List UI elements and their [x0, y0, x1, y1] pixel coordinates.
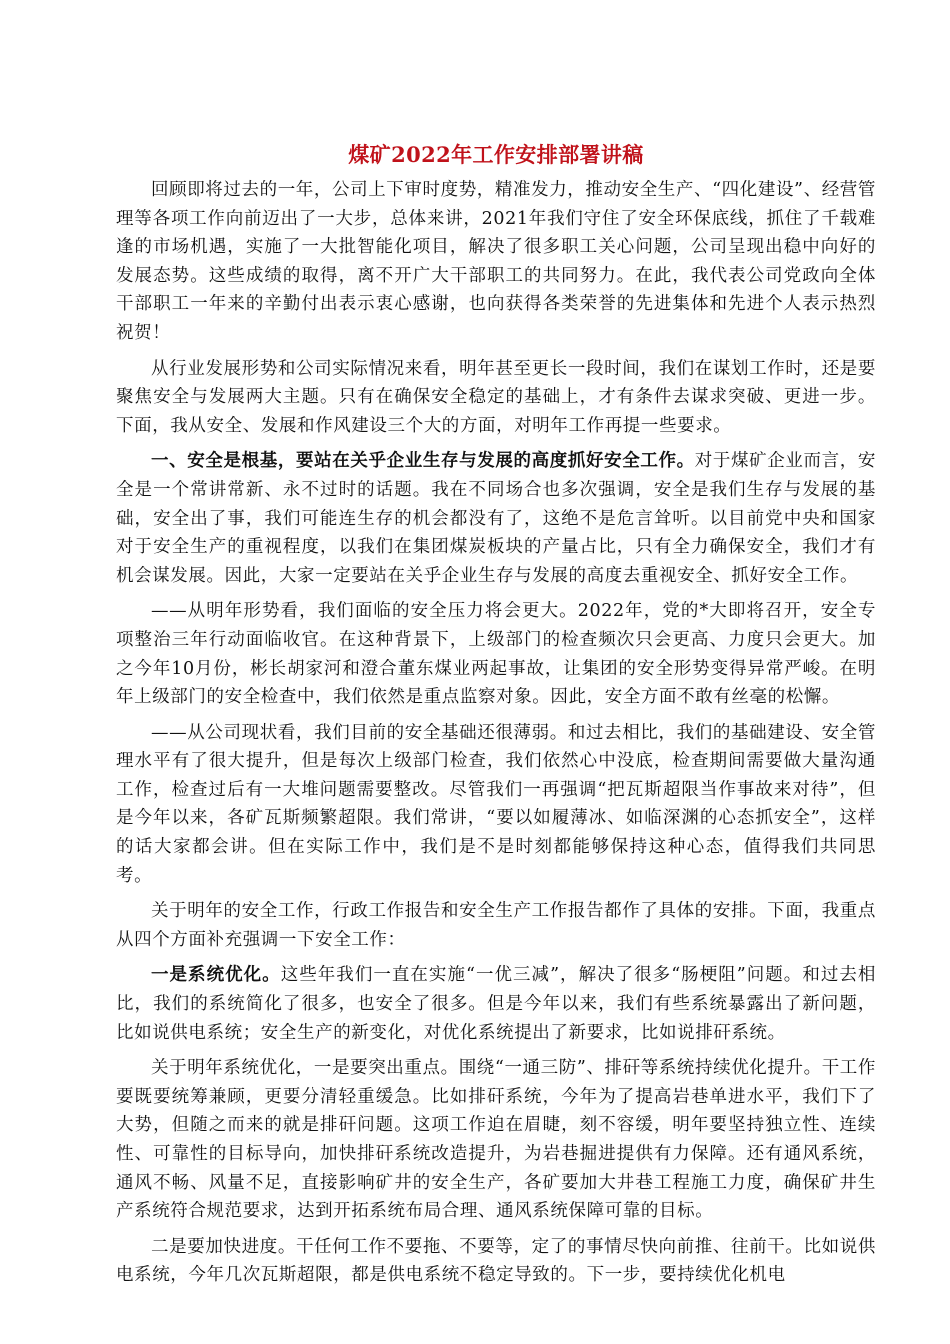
- paragraph-text: ——从公司现状看，我们目前的安全基础还很薄弱。和过去相比，我们的基础建设、安全管理水平有了很大提升，但是每次上级部门检查，我们依然心中没底，检查期间需要做大量沟通工作，检查过后有一大堆问题需要整改。尽管我们一再强调“把瓦斯超限当作事故来对待”，但是今年以来，各矿瓦斯频繁超限。我们常讲，“要以如履薄冰、如临深渊的心态抓安全”，这样的话大家都会讲。但在实际工作中，我们是不是时刻都能够保持这种心态，值得我们共同思考。: [116, 722, 876, 886]
- paragraph-focus: [116, 1054, 876, 1226]
- paragraph-text: 关于明年的安全工作，行政工作报告和安全生产工作报告都作了具体的安排。下面，我重点从四个方面补充强调一下安全工作：: [116, 901, 876, 950]
- paragraph-text: ——从明年形势看，我们面临的安全压力将会更大。2022年，党的*大即将召开，安全专项整治三年行动面临收官。在这种背景下，上级部门的检查频次只会更高、力度只会更大。加之今年10月份，彬长胡家河和澄合董东煤业两起事故，让集团的安全形势变得异常严峻。在明年上级部门的安全检查中，我们依然是重点监察对象。因此，安全方面不敢有丝毫的松懈。: [116, 601, 876, 708]
- paragraph-section-safety: [116, 447, 876, 590]
- paragraph-system-optimization: [116, 961, 876, 1047]
- paragraph-review: [116, 176, 876, 348]
- paragraph-outlook: [116, 355, 876, 441]
- paragraph-text: 这些年我们一直在实施“一优三减”，解决了很多“肠梗阻”问题。和过去相比，我们的系统简化了很多，也安全了很多。但是今年以来，我们有些系统暴露出了新问题，比如说供电系统；安全生产的新变化，对优化系统提出了新要求，比如说排矸系统。: [116, 965, 877, 1043]
- paragraph-text: 二是要加快进度。干任何工作不要拖、不要等，定了的事情尽快向前推、往前干。比如说供电系统，今年几次瓦斯超限，都是供电系统不稳定导致的。下一步，要持续优化机电: [116, 1236, 876, 1286]
- paragraph-status: [116, 719, 876, 891]
- paragraph-situation: [116, 597, 876, 711]
- section-heading: 一、安全是根基，要站在关乎企业生存与发展的高度抓好安全工作。: [151, 451, 695, 472]
- document-title: 煤矿2022年工作安排部署讲稿: [348, 142, 644, 167]
- paragraph-text: 对于煤矿企业而言，安全是一个常讲常新、永不过时的话题。我在不同场合也多次强调，安全是我们生存与发展的基础，安全出了事，我们可能连生存的机会都没有了，这绝不是危言耸听。以目前党中央和国家对于安全生产的重视程度，以我们在集团煤炭板块的产量占比，只有全力确保安全，我们才有机会谋发展。因此，大家一定要站在关乎企业生存与发展的高度去重视安全、抓好安全工作。: [116, 451, 877, 586]
- paragraph-supplement: [116, 897, 876, 954]
- subsection-heading: 一是系统优化。: [151, 965, 281, 986]
- document-page: [116, 140, 876, 1297]
- paragraph-progress: [116, 1233, 876, 1290]
- paragraph-text: 回顾即将过去的一年，公司上下审时度势，精准发力，推动安全生产、“四化建设”、经营管理等各项工作向前迈出了一大步，总体来讲，2021年我们守住了安全环保底线，抓住了千载难逢的市场机遇，实施了一大批智能化项目，解决了很多职工关心问题，公司呈现出稳中向好的发展态势。这些成绩的取得，离不开广大干部职工的共同努力。在此，我代表公司党政向全体干部职工一年来的辛勤付出表示衷心感谢，也向获得各类荣誉的先进集体和先进个人表示热烈祝贺！: [116, 180, 876, 343]
- paragraph-text: 从行业发展形势和公司实际情况来看，明年甚至更长一段时间，我们在谋划工作时，还是要聚焦安全与发展两大主题。只有在确保安全稳定的基础上，才有条件去谋求突破、更进一步。下面，我从安全、发展和作风建设三个大的方面，对明年工作再提一些要求。: [116, 358, 876, 436]
- paragraph-text: 关于明年系统优化，一是要突出重点。围绕“一通三防”、排矸等系统持续优化提升。干工作要既要统筹兼顾，更要分清轻重缓急。比如排矸系统，今年为了提高岩巷单进水平，我们下了大势，但随之而来的就是排矸问题。这项工作迫在眉睫，刻不容缓，明年要坚持独立性、连续性、可靠性的目标导向，加快排矸系统改造提升，为岩巷掘进提供有力保障。还有通风系统，通风不畅、风量不足，直接影响矿井的安全生产，各矿要加大井巷工程施工力度，确保矿井生产系统符合规范要求，达到开拓系统布局合理、通风系统保障可靠的目标。: [116, 1058, 876, 1222]
